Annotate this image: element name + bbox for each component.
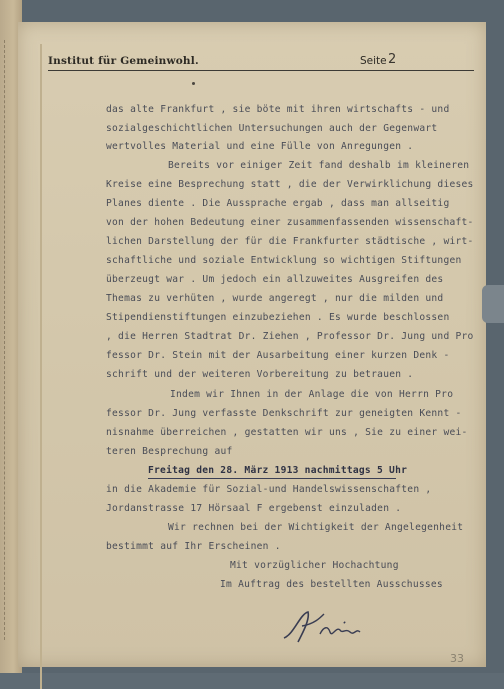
body-line: bestimmt auf Ihr Erscheinen .	[106, 541, 281, 552]
body-line: lichen Darstellung der für die Frankfurter städtische , wirt-	[106, 236, 474, 247]
body-line: fessor Dr. Jung verfasste Denkschrift zur geneigten Kennt -	[106, 408, 462, 419]
body-line: fessor Dr. Stein mit der Ausarbeitung einer kurzen Denk -	[106, 350, 450, 361]
page-fold-edge	[40, 44, 42, 689]
body-line: Themas zu verhüten , wurde angeregt , nur die milden und	[106, 293, 444, 304]
closing-line: Im Auftrag des bestellten Ausschusses	[220, 579, 443, 590]
body-line: Bereits vor einiger Zeit fand deshalb im kleineren	[168, 160, 470, 171]
binder-tab	[482, 285, 504, 323]
header-rule	[48, 70, 474, 71]
body-line: überzeugt war . Um jedoch ein allzuweites Ausgreifen des	[106, 274, 444, 285]
body-line: Jordanstrasse 17 Hörsaal F ergebenst einzuladen .	[106, 503, 402, 514]
institute-name: Institut für Gemeinwohl.	[48, 55, 199, 67]
body-line: sozialgeschichtlichen Untersuchungen auch der Gegenwart	[106, 123, 438, 134]
handwritten-signature	[280, 608, 370, 652]
body-line: von der hohen Bedeutung einer zusammenfassenden wissenschaft-	[106, 217, 474, 228]
body-line: schaftliche und soziale Entwicklung so wichtigen Stiftungen	[106, 255, 462, 266]
body-line: Planes diente . Die Aussprache ergab , dass man allseitig	[106, 198, 450, 209]
body-line: Indem wir Ihnen in der Anlage die von Herrn Pro	[170, 389, 454, 400]
body-line: Wir rechnen bei der Wichtigkeit der Angelegenheit	[168, 522, 464, 533]
perforation-strip	[4, 40, 17, 640]
closing-line: Mit vorzüglicher Hochachtung	[230, 560, 399, 571]
page-label: Seite	[360, 55, 387, 67]
body-line: schrift und der weiteren Vorbereitung zu betrauen .	[106, 369, 414, 380]
document-page	[18, 22, 486, 667]
date-underline	[148, 478, 396, 479]
meeting-date-line: Freitag den 28. März 1913 nachmittags 5 Uhr	[148, 465, 408, 476]
body-line: Kreise eine Besprechung statt , die der Verwirklichung dieses	[106, 179, 474, 190]
body-line: wertvolles Material und eine Fülle von Anregungen .	[106, 141, 414, 152]
body-line: das alte Frankfurt , sie böte mit ihren wirtschafts - und	[106, 104, 450, 115]
ink-dot	[192, 82, 195, 85]
body-line: , die Herren Stadtrat Dr. Ziehen , Professor Dr. Jung und Pro	[106, 331, 474, 342]
body-line: in die Akademie für Sozial-und Handelswissenschaften ,	[106, 484, 432, 495]
body-line: Stipendienstiftungen einzubeziehen . Es wurde beschlossen	[106, 312, 450, 323]
body-line: teren Besprechung auf	[106, 446, 233, 457]
page-number: 2	[388, 52, 397, 67]
pencil-annotation: 33	[450, 652, 464, 665]
body-line: nisnahme überreichen , gestatten wir uns , Sie zu einer wei-	[106, 427, 468, 438]
letterhead	[48, 52, 478, 75]
